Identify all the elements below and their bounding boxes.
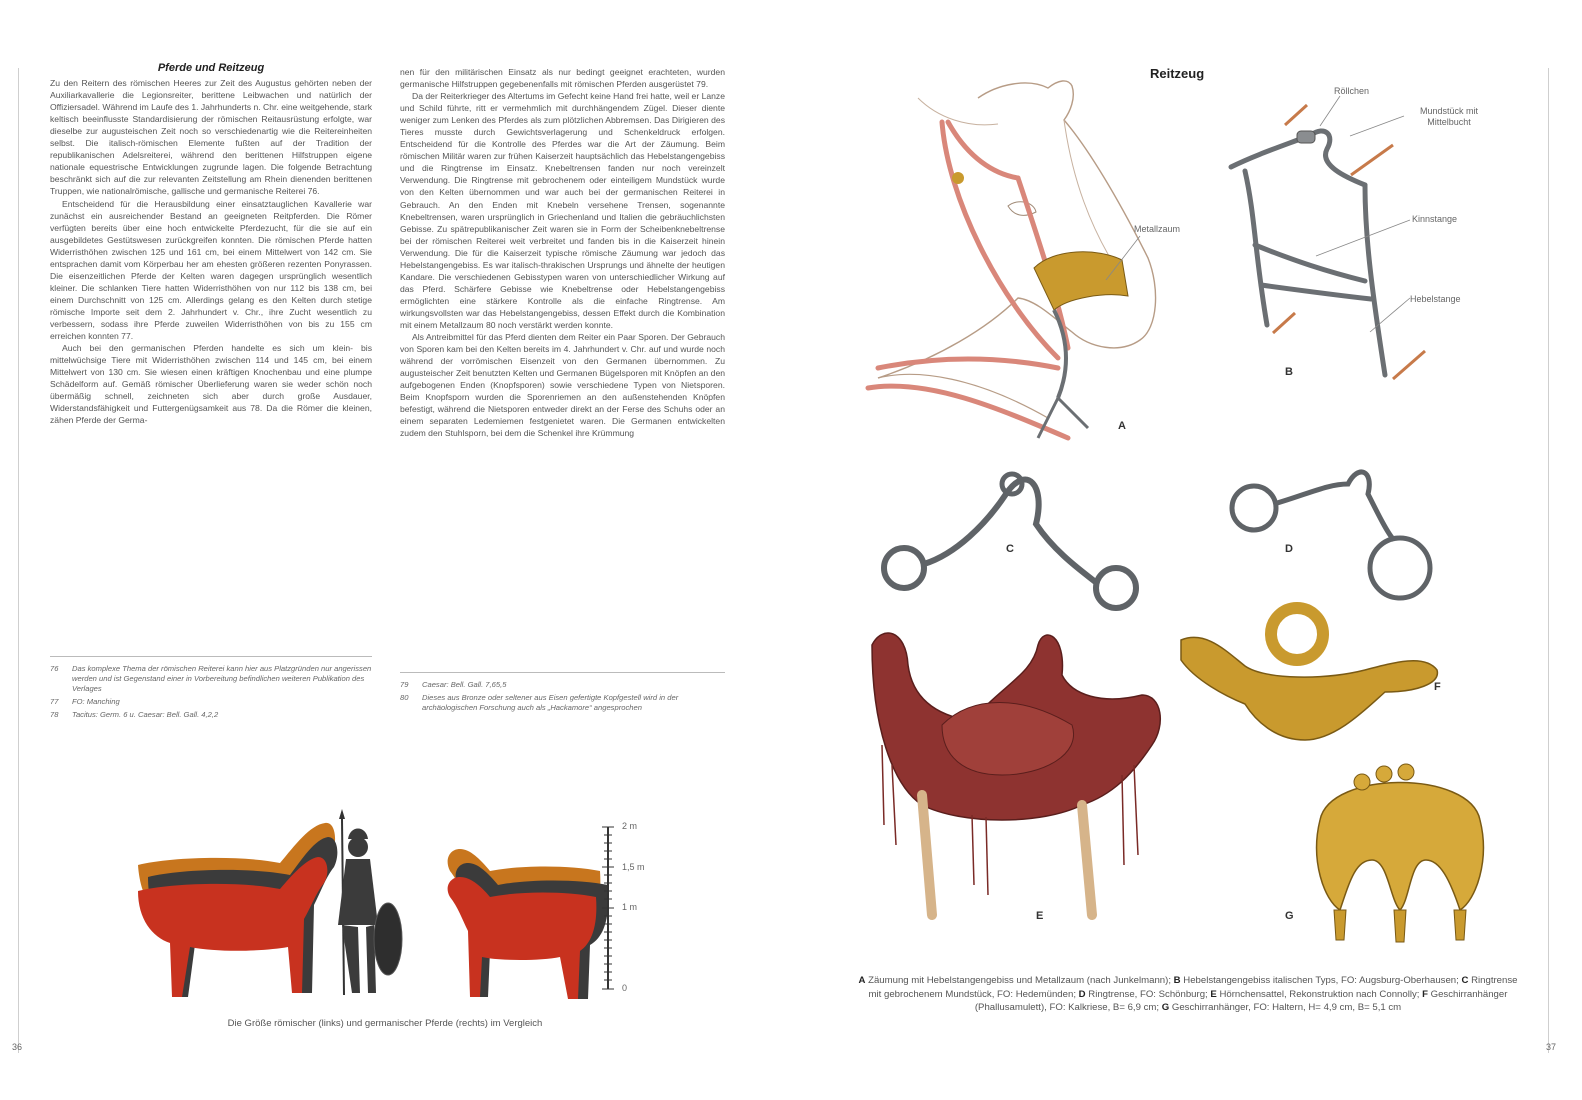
text-column-2 (400, 66, 725, 439)
figure-label-b: B (1285, 366, 1293, 378)
figure-label-f: F (1434, 681, 1441, 693)
phallus-amulet-illustration (1175, 600, 1445, 750)
leader-lines (1310, 96, 1440, 336)
figure-caption: A Zäumung mit Hebelstangengebiss und Metallzaum (nach Junkelmann); B Hebelstangengebiss italischen Typs, FO: Augsburg-Oberhausen; C Ringtrense mit gebrochenem Mundstück, FO: Hedemünden; D Ringtrense, FO: Schönburg; E Hörnchensattel, Rekonstruktion nach Connolly; F Geschirranhänger (Phallusamulett), FO: Kalkriese, B= 6,9 cm; G Geschirranhänger, FO: Haltern, H= 4,9 cm, B= 5,1 cm (858, 975, 1518, 1013)
saddle-illustration (862, 625, 1172, 925)
footnote: 79 Caesar: Bell. Gall. 7,65,5 (400, 680, 507, 689)
footnotes-right (400, 680, 725, 716)
figure-label-a: A (1118, 420, 1126, 432)
horse-silhouette (448, 877, 597, 999)
paragraph: Da der Reiterkrieger des Altertums im Gefecht keine Hand frei hatte, weil er Lanze und Schild führte, ritt er vermehmlich mit durchhängendem Zügel. Dieser diente weniger zum Lenken des Pferdes als zum plötzlichen Abbremsen. Das Dirigieren des Tieres musste durch Gewichtsverlagerung und Schenkeldruck erfolgen. Entscheidend für die Kontrolle des Pferdes war die Art der Zäumung. Beim römischen Militär waren zur frühen Kaiserzeit hauptsächlich das Hebelstangengebiss und die Ringtrense im Einsatz. Knebeltrensen fanden nur noch vereinzelt Verwendung. Die Ringtrense mit gebrochenem oder einteiligem Mundstück wurde von den Kelten übernommen und war auch bei der germanischen Reiterei in Gebrauch. An den Enden mit Knebeln versehene Trensen, sogenannte Knebeltrensen, waren ursprünglich in Griechenland und Italien die gebräuchlichsten Gebisse. Zu spätrepublikanischer Zeit waren sie in Form der Scheibenknebeltrense bei der römischen Reiterei weit verbreitet und fanden bis in die Kaiserzeit hinein Verwendung. Die für die Kaiserzeit typische römische Zäumung war jedoch das Hebelstangengebiss. Es war italisch-thrakischen Ursprungs und ähnelte der heutigen Kandare. Die verschiedenen Gebisstypen waren von unterschiedlicher Wirkung auf das Pferd. Schärfere Gebisse wie Knebeltrense oder Hebelstangengebiss ermöglichten eine stärkere Kontrolle als die einfache Ringtrense. Am wirkungsvollsten war das Hebelstangengebiss, dessen Effekt durch die Kombination mit einem Metallzaum 80 noch verstärkt werden konnte. (400, 91, 725, 330)
scale-label: 2 m (622, 821, 638, 831)
lunula-pendant-illustration (1300, 760, 1500, 950)
ring-snaffle-c-illustration (876, 464, 1146, 614)
paragraph: Als Antreibmittel für das Pferd dienten dem Reiter ein Paar Sporen. Der Gebrauch von Sporen kam bei den Kelten bereits im 4. Jahrhundert v. Chr. auf und wurde noch während der vorrömischen Eisenzeit von den Germanen übernommen. Zu augusteischer Zeit benutzten Kelten und Germanen Bügelsporen mit Knöpfen an den aufgebogenen Enden (Knopfsporen) sowie verschiedene Typen von Nietsporen. Beim Knopfsporn wurden die Sporenriemen an den außenstehenden Knöpfen befestigt, während die Nietsporen entweder direkt an der Ferse des Schuhs oder an einem separaten Ledemiemen festgenietet waren. Die Germanen entwickelten zudem den Stuhlsporn, bei dem die Schenkel ihre Krümmung (400, 332, 725, 439)
page-number: 37 (1546, 1042, 1557, 1052)
leader-line (1100, 230, 1160, 290)
figure-label-c: C (1006, 543, 1014, 555)
footnote: 78 Tacitus: Germ. 6 u. Caesar: Bell. Gall. 4,2,2 (50, 710, 219, 719)
left-margin-rule (18, 68, 19, 1053)
paragraph: Zu den Reitern des römischen Heeres zur Zeit des Augustus gehörten neben der Auxiliarkavallerie die Legionsreiter, berittene Leibwachen und natürlich der Offiziersadel. Während im Laufe des 1. Jahrhunderts n. Chr. eine weitgehende, stark keltisch beeinflusste Standardisierung der römischen Reitausrüstung erfolgte, war dieselbe zur augusteischen Zeit noch so verschiedenartig wie die Reitereinheiten selbst. Die italisch-römischen Elemente fußten auf der Tradition der republikanischen Adelsreiterei, während den berittenen Hilfstruppen eigene nationale equestrische Entwicklungen zugrunde lagen. Die folgende Betrachtung beschränkt sich auf die zur relevanten Zeitstellung am Rhein dienenden berittenen Truppen, wie nationalrömische, gallische und germanische Reiterei 76. (50, 78, 372, 197)
paragraph: Auch bei den germanischen Pferden handelte es sich um klein- bis mittelwüchsige Tiere mit Widerristhöhen zwischen 114 und 145 cm, bei einem Mittelwert von 130 cm. Sie wiesen einen kräftigen Knochenbau und eine plumpe Schädelform auf. Gemäß römischer Überlieferung waren sie weder schön noch übermäßig schnell, zeichneten sich aber durch große Ausdauer, Widerstandsfähigkeit und Futtergenügsamkeit aus 78. Da die Römer die kleinen, zähen Pferde der Germa- (50, 343, 372, 426)
part-label-kinnstange: Kinnstange (1412, 214, 1458, 224)
text-column-1 (50, 62, 372, 426)
footnote-rule (400, 672, 725, 673)
right-margin-rule (1548, 68, 1549, 1053)
figure-label-d: D (1285, 543, 1293, 555)
horse-size-comparison (130, 815, 630, 1015)
part-label-metallzaum: Metallzaum (1134, 224, 1181, 234)
paragraph: Entscheidend für die Herausbildung einer einsatztauglichen Kavallerie war zunächst ein ausreichender Bestand an geeigneten Reitpferden. Die Römer verfügten bereits über eine hoch entwickelte Pferdezucht, für die sie auf ein ausgebildetes Gestütswesen zurückgreifen konnten. Die römischen Pferde hatten Widerristhöhen zwischen 125 und 161 cm, bei einem Mittelwert von 142 cm. Sie entsprachen damit vom Körperbau her am ehesten größeren rezenten Ponyrassen. Die eisenzeitlichen Pferde der Kelten waren dagegen ursprünglich wesentlich kleiner. Die schlanken Tiere hatten Widerristhöhen von nur 112 bis 138 cm, bei einem Durchschnitt von 125 cm. Allerdings gelang es den Kelten durch stetige römische Importe seit dem 2. Jahrhundert v. Chr., ihre Zucht wesentlich zu verbessern, sodass ihre Pferde zuweilen Widerristhöhen von bis zu 155 cm erreichen konnten 77. (50, 198, 372, 342)
scale-label: 0 (622, 983, 628, 993)
germanic-horses (448, 849, 609, 999)
section-heading: Pferde und Reitzeug (157, 62, 265, 74)
scale-label: 1 m (622, 902, 638, 912)
paragraph: nen für den militärischen Einsatz als nur bedingt geeignet erachteten, wurden germanische Hilfstruppen gegebenenfalls mit römischen Pferden ausgerüstet 79. (400, 67, 725, 90)
footnote: 77 FO: Manching (50, 697, 120, 706)
roman-horses (138, 823, 337, 997)
page-number: 36 (12, 1042, 23, 1052)
part-label-roellchen: Röllchen (1334, 86, 1370, 96)
footnote-rule (50, 656, 372, 657)
footnote: 76 Das komplexe Thema der römischen Reiterei kann hier aus Platzgründen nur angerissen werden und ist Gegenstand einer in Vorbereitung befindlichen weiteren Publikation des Verlages (50, 664, 372, 693)
figure-label-g: G (1285, 910, 1294, 922)
ring-snaffle-d-illustration (1218, 464, 1448, 614)
footnote: 80 Dieses aus Bronze oder seltener aus Eisen gefertigte Kopfgestell wird in der archäologischen Forschung auch als „Hackamore“ angesprochen (400, 693, 679, 712)
footnotes-left (50, 664, 372, 723)
part-label-hebelstange: Hebelstange (1410, 294, 1461, 304)
figure-caption: Die Größe römischer (links) und germanischer Pferde (rechts) im Vergleich (227, 1018, 543, 1029)
roman-soldier (338, 809, 402, 995)
part-label-mundstueck: Mundstück mit Mittelbucht (1419, 106, 1479, 127)
left-page (0, 0, 790, 1100)
figure-title: Reitzeug (1150, 66, 1205, 81)
scale-label: 1,5 m (622, 862, 645, 872)
figure-label-e: E (1036, 910, 1044, 922)
